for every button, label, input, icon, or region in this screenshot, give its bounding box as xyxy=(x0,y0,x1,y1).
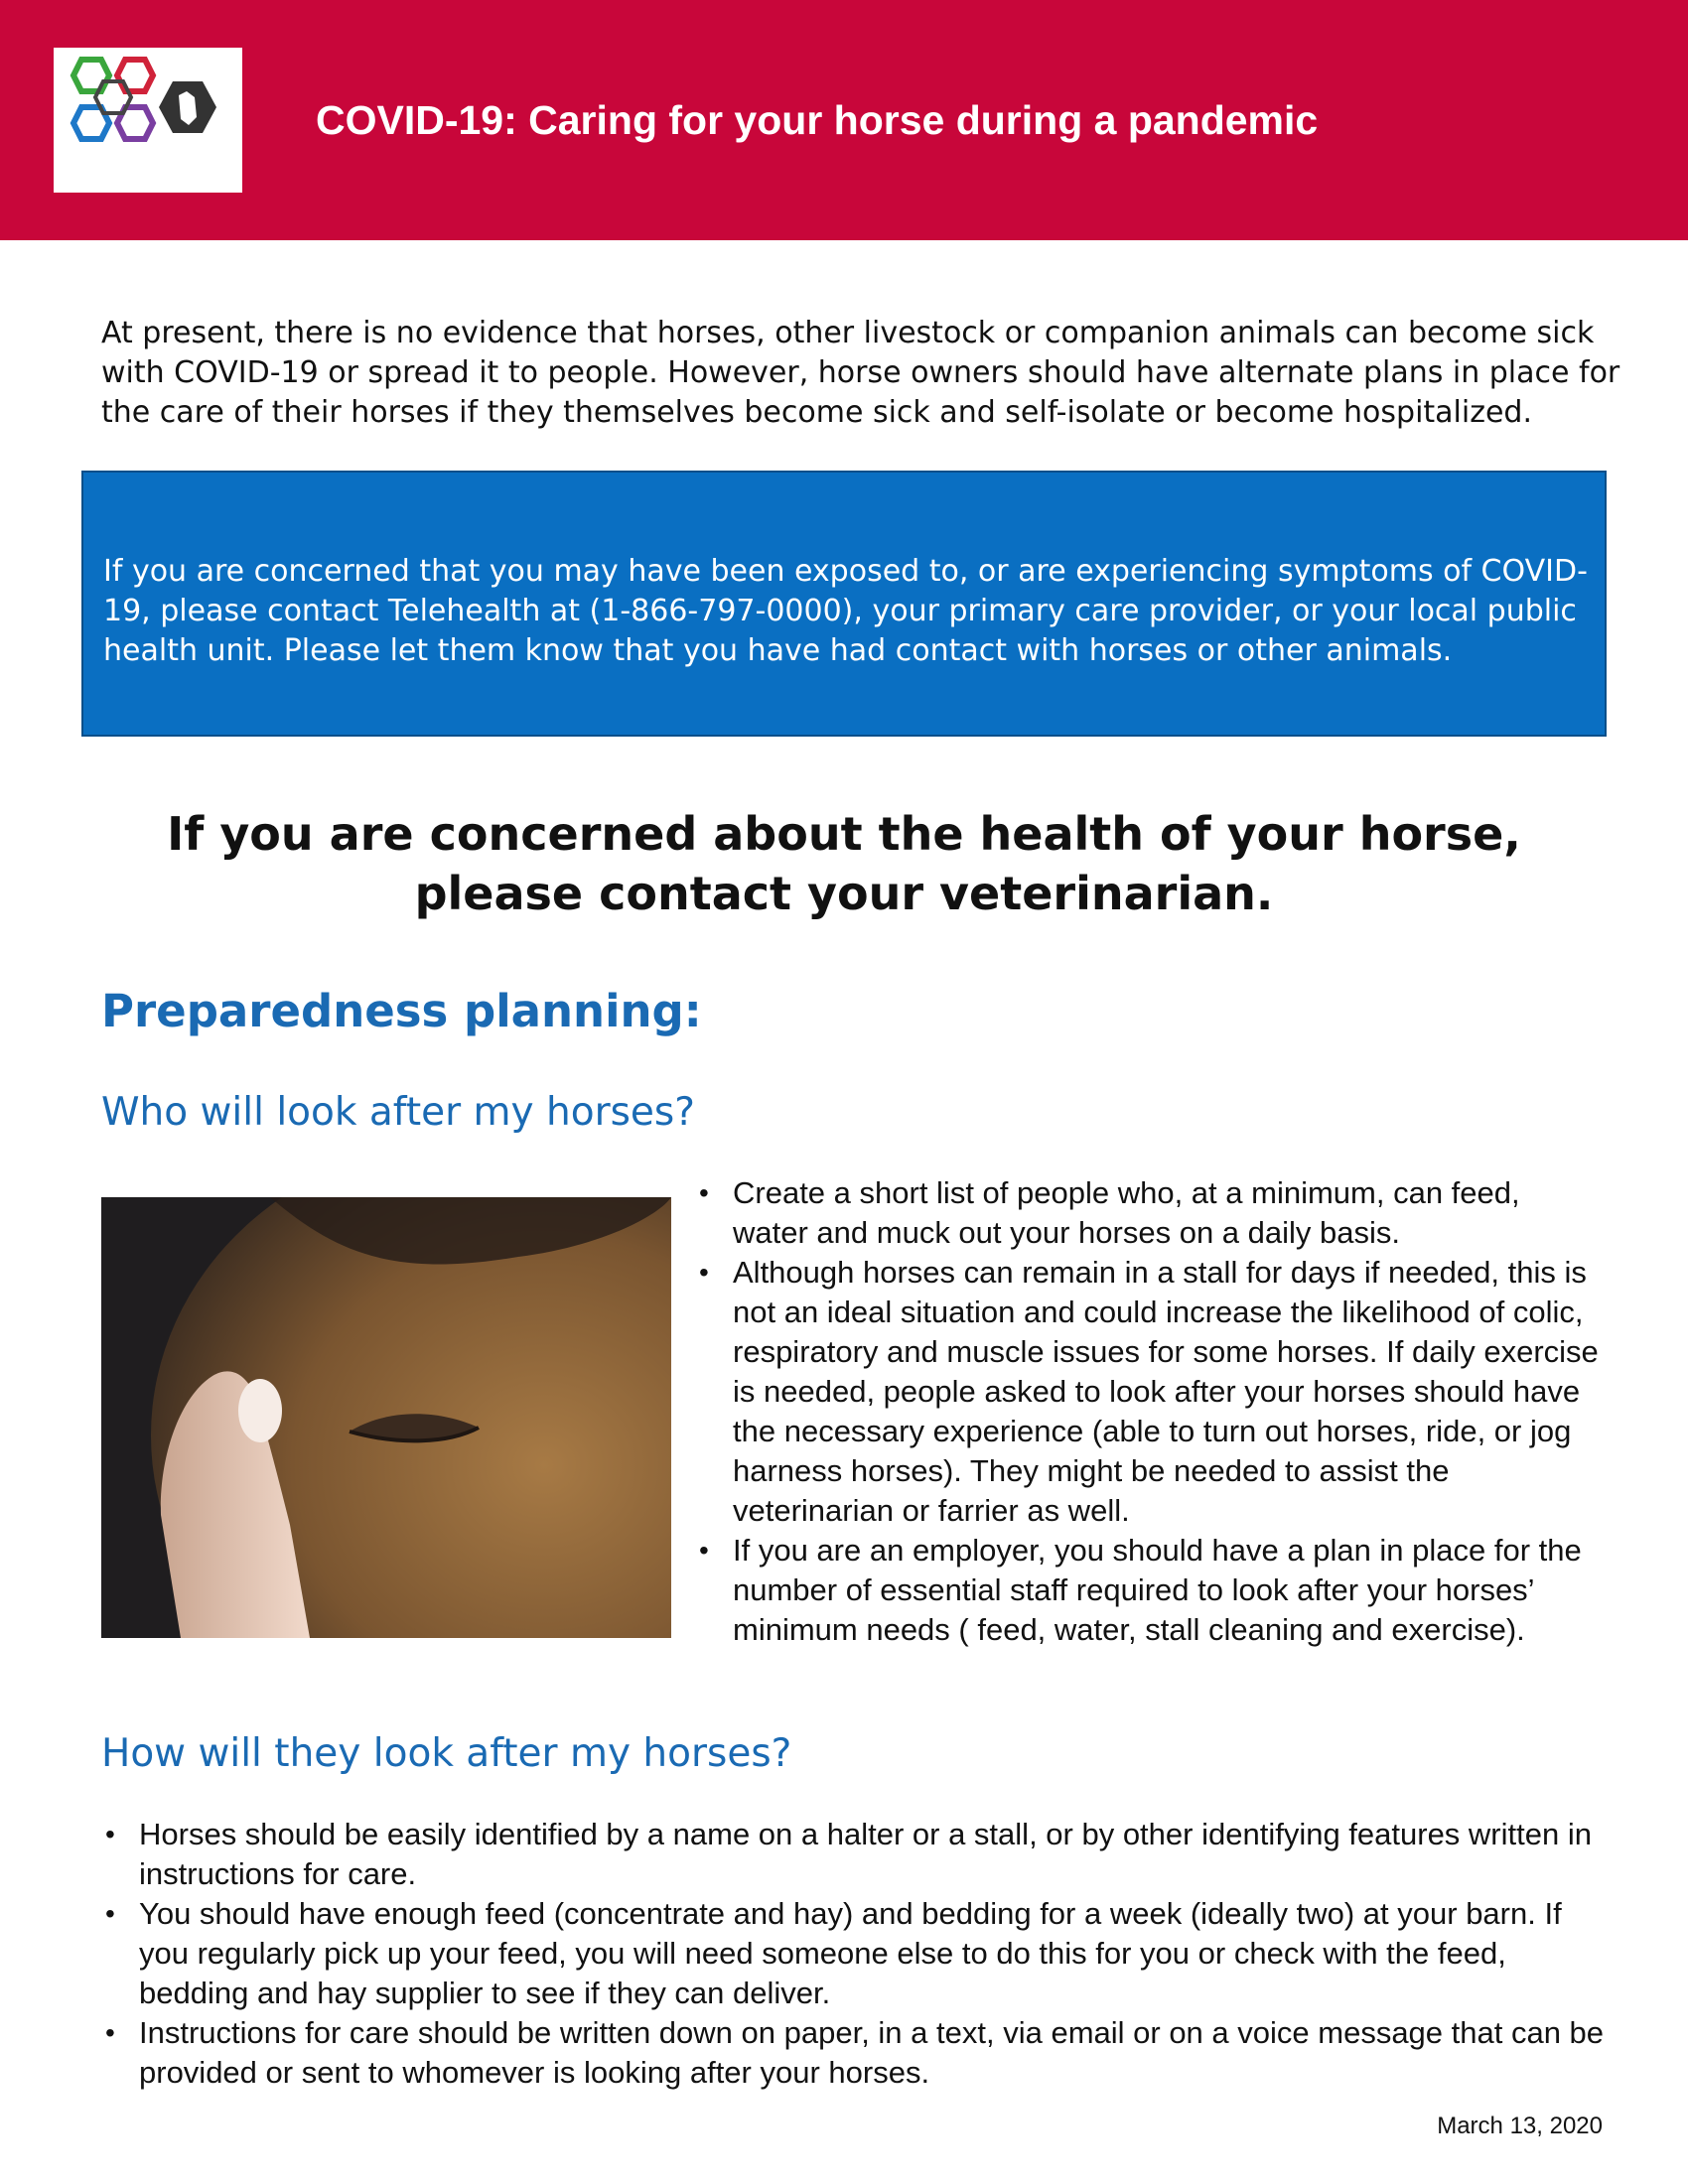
list-item-text: Horses should be easily identified by a name on a halter or a stall, or by other identifying features written in instructions for care. xyxy=(139,1817,1592,1891)
list-item xyxy=(695,1531,1599,1650)
alert-text: If you are concerned that you may have been exposed to, or are experiencing symptoms of COVID-19, please contact Telehealth at (1-866-797-0000), your primary care provider, or your local public health unit. Please let them know that you have had contact with horses or other animals. xyxy=(103,554,1588,668)
bullet-icon: • xyxy=(105,1819,115,1849)
page-title: COVID-19: Caring for your horse during a pandemic xyxy=(316,97,1319,143)
how-bullet-list xyxy=(101,1815,1611,2093)
how-heading: How will they look after my horses? xyxy=(101,1731,792,1776)
bullet-icon: • xyxy=(699,1535,709,1566)
list-item xyxy=(695,1173,1599,1253)
bullet-icon: • xyxy=(105,1898,115,1929)
horse-eye-image-icon xyxy=(101,1197,671,1638)
list-item xyxy=(101,2013,1611,2093)
bullet-icon: • xyxy=(105,2017,115,2048)
list-item xyxy=(101,1815,1611,1894)
who-bullet-list xyxy=(695,1173,1599,1650)
list-item xyxy=(695,1253,1599,1531)
list-item-text: Although horses can remain in a stall for days if needed, this is not an ideal situation and could increase the likelihood of colic, respiratory and muscle issues for some horses. If daily exercise is needed, people asked to look after your horses should have the necessary experience (able to turn out horses, ride, or jog harness horses). They might be needed to assist the veterinarian or farrier as well. xyxy=(733,1255,1599,1528)
preparedness-heading: Preparedness planning: xyxy=(101,985,702,1037)
publication-date: March 13, 2020 xyxy=(1437,2113,1603,2139)
list-item-text: Instructions for care should be written down on paper, in a text, via email or on a voice message that can be provided or sent to whomever is looking after your horses. xyxy=(139,2015,1605,2090)
intro-paragraph: At present, there is no evidence that horses, other livestock or companion animals can become sick with COVID-19 or spread it to people. However, horse owners should have alternate plans in place for the care of their horses if they themselves become sick and self-isolate or become hospitalized. xyxy=(101,316,1620,430)
oahn-logo xyxy=(54,48,242,193)
list-item-text: You should have enough feed (concentrate and hay) and bedding for a week (ideally two) at your barn. If you regularly pick up your feed, you will need someone else to do this for you or check with the feed, bedding and hay supplier to see if they can deliver. xyxy=(139,1896,1562,2010)
veterinarian-callout: If you are concerned about the health of your horse, please contact your veterinarian. xyxy=(167,807,1521,920)
logo-hexagons-icon xyxy=(54,48,242,193)
telehealth-alert-box xyxy=(81,471,1607,737)
header-banner xyxy=(0,0,1688,240)
list-item xyxy=(101,1894,1611,2013)
list-item-text: If you are an employer, you should have a plan in place for the number of essential staff required to look after your horses’ minimum needs ( feed, water, stall cleaning and exercise). xyxy=(733,1533,1582,1647)
bullet-icon: • xyxy=(699,1177,709,1208)
list-item-text: Create a short list of people who, at a minimum, can feed, water and muck out your horses on a daily basis. xyxy=(733,1175,1520,1250)
who-heading: Who will look after my horses? xyxy=(101,1090,695,1135)
bullet-icon: • xyxy=(699,1257,709,1288)
horse-photo xyxy=(101,1197,671,1638)
